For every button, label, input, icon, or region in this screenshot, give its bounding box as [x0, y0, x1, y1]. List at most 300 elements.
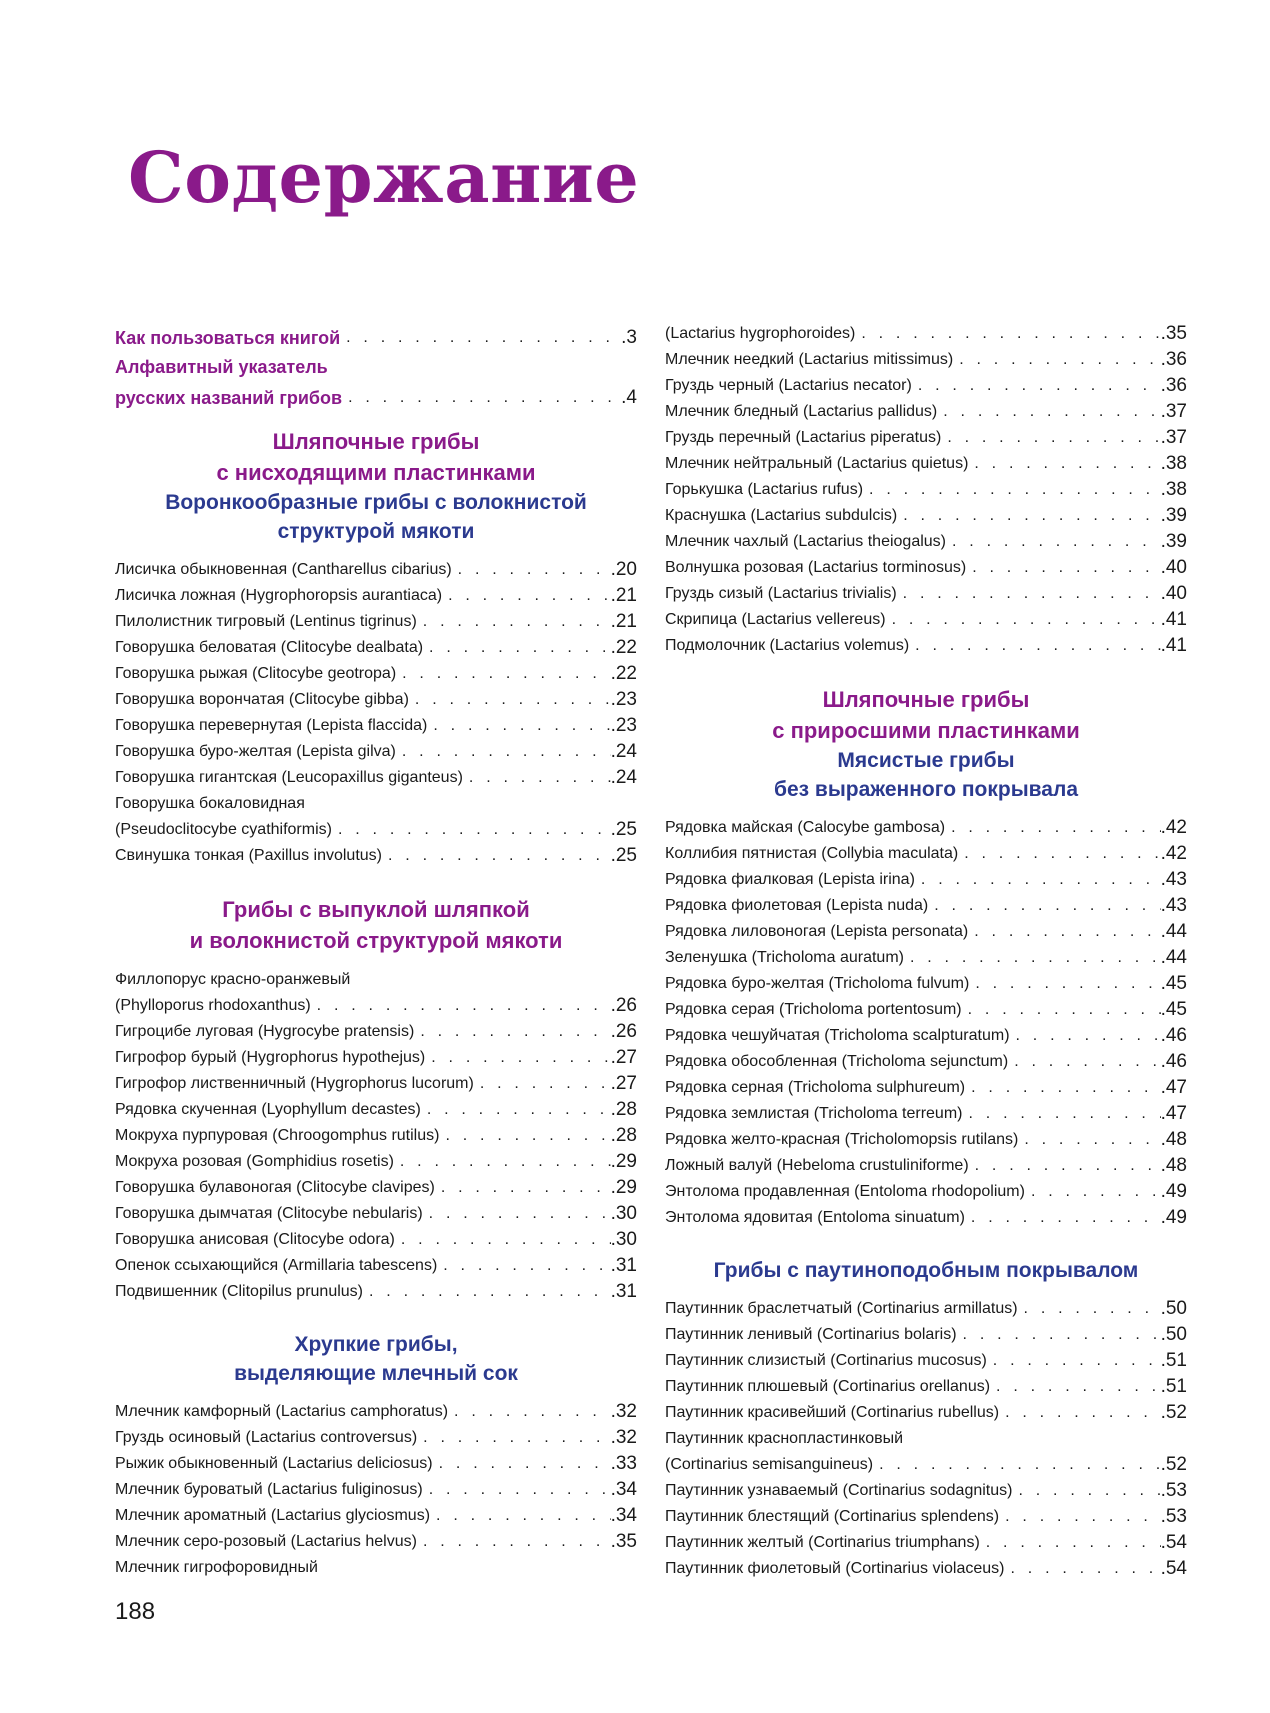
subsection-heading: Воронкообразные грибы с волокнистой — [165, 491, 587, 514]
toc-entry-label: русских названий грибов — [115, 388, 343, 408]
toc-right-column — [665, 318, 1187, 1579]
toc-entry[interactable] — [665, 1553, 1187, 1579]
toc-entry-line[interactable] — [115, 1552, 637, 1578]
leader-dots — [903, 506, 1160, 526]
toc-entry[interactable] — [115, 318, 637, 348]
toc-entry-label: (Phylloporus rhodoxanthus) — [115, 997, 311, 1014]
toc-entry-label: Говорушка гигантская (Leucopaxillus giganteus) — [115, 769, 463, 786]
toc-entry[interactable] — [665, 942, 1187, 968]
toc-entry-label: Пилолистник тигровый (Lentinus tigrinus) — [115, 613, 417, 630]
leader-dots — [975, 974, 1160, 994]
toc-entry-label: Паутинник краснопластинковый — [665, 1430, 904, 1447]
leader-dots — [861, 324, 1160, 344]
toc-entry[interactable] — [665, 1397, 1187, 1423]
leader-dots — [915, 636, 1160, 656]
toc-entry-label: Паутинник узнаваемый (Cortinarius sodagnitus) — [665, 1482, 1013, 1499]
toc-entry-label: Волнушка розовая (Lactarius torminosus) — [665, 559, 967, 576]
toc-entry-label: Груздь сизый (Lactarius trivialis) — [665, 585, 897, 602]
toc-entry-label: Рядовка фиалковая (Lepista irina) — [665, 871, 915, 888]
toc-entry-page: .48 — [1160, 1155, 1187, 1176]
toc-entry[interactable] — [115, 580, 637, 606]
toc-entry-page: .48 — [1160, 1129, 1187, 1150]
leader-dots — [968, 1000, 1161, 1020]
toc-entry[interactable] — [115, 1500, 637, 1526]
toc-entry-page: .30 — [610, 1203, 637, 1224]
toc-entry-label: Гигроцибе луговая (Hygrocybe pratensis) — [115, 1023, 415, 1040]
toc-entry[interactable] — [115, 1172, 637, 1198]
toc-entry-page: .53 — [1160, 1506, 1187, 1527]
toc-entry-label: Говорушка буро-желтая (Lepista gilva) — [115, 743, 396, 760]
toc-entry[interactable] — [115, 1120, 637, 1146]
toc-entry-label: Как пользоваться книгой — [115, 328, 341, 348]
toc-entry-page: .31 — [610, 1255, 637, 1276]
leader-dots — [974, 454, 1160, 474]
toc-entry-page: .23 — [610, 715, 637, 736]
toc-entry-label: Подвишенник (Clitopilus prunulus) — [115, 1283, 363, 1300]
toc-entry-page: .22 — [610, 663, 637, 684]
toc-entry[interactable] — [665, 318, 1187, 344]
toc-entry-page: .41 — [1160, 635, 1187, 656]
toc-entry-label: Подмолочник (Lactarius volemus) — [665, 637, 910, 654]
toc-entry-label: Груздь перечный (Lactarius piperatus) — [665, 429, 942, 446]
toc-entry-page: .40 — [1160, 583, 1187, 604]
toc-entry-line[interactable] — [115, 964, 637, 990]
toc-entry-page: .28 — [610, 1099, 637, 1120]
leader-dots — [879, 1455, 1160, 1475]
toc-entry-label: Паутинник слизистый (Cortinarius mucosus) — [665, 1352, 987, 1369]
toc-entry-page: .50 — [1160, 1324, 1187, 1345]
toc-entry[interactable] — [115, 1224, 637, 1250]
toc-entry-label: Млечник камфорный (Lactarius camphoratus) — [115, 1403, 449, 1420]
subsection-heading: структурой мякоти — [277, 520, 475, 543]
toc-entry[interactable] — [115, 840, 637, 866]
toc-entry-page: .41 — [1160, 609, 1187, 630]
toc-entry[interactable] — [115, 1276, 637, 1302]
page-title: Содержание — [128, 136, 640, 219]
toc-entry-page: .51 — [1160, 1376, 1187, 1397]
toc-entry-label: Алфавитный указатель — [115, 357, 328, 377]
leader-dots — [951, 818, 1161, 838]
leader-dots — [963, 1325, 1161, 1345]
toc-entry[interactable] — [115, 554, 637, 580]
toc-entry-label: Млечник серо-розовый (Lactarius helvus) — [115, 1533, 417, 1550]
leader-dots — [1014, 1052, 1160, 1072]
leader-dots — [402, 664, 610, 684]
subsection-heading: Грибы с паутиноподобным покрывалом — [713, 1259, 1139, 1282]
leader-dots — [947, 428, 1160, 448]
leader-dots — [369, 1282, 611, 1302]
toc-list — [115, 1016, 637, 1302]
leader-dots — [480, 1074, 611, 1094]
toc-list — [665, 1293, 1187, 1423]
toc-entry-page: .46 — [1160, 1025, 1187, 1046]
toc-entry[interactable] — [115, 1474, 637, 1500]
toc-entry[interactable] — [665, 1020, 1187, 1046]
leader-dots — [429, 1480, 611, 1500]
toc-entry-label: Говорушка бокаловидная — [115, 795, 305, 812]
toc-entry-label: Мокруха пурпуровая (Chroogomphus rutilus) — [115, 1127, 440, 1144]
toc-entry-page: .21 — [610, 585, 637, 606]
toc-entry-line[interactable] — [115, 348, 637, 378]
toc-entry-page: .24 — [610, 741, 637, 762]
toc-entry[interactable] — [115, 710, 637, 736]
section-heading: Грибы с выпуклой шляпкой — [222, 897, 530, 922]
leader-dots — [400, 1152, 611, 1172]
toc-entry-page: .4 — [621, 387, 637, 408]
leader-dots — [869, 480, 1161, 500]
toc-entry-label: Ложный валуй (Hebeloma crustuliniforme) — [665, 1157, 969, 1174]
toc-entry-page: .24 — [610, 767, 637, 788]
toc-entry[interactable] — [115, 1250, 637, 1276]
leader-dots — [427, 1100, 611, 1120]
leader-dots — [1005, 1403, 1161, 1423]
toc-entry-page: .34 — [610, 1479, 637, 1500]
leader-dots — [1010, 1559, 1160, 1579]
toc-entry[interactable] — [665, 344, 1187, 370]
toc-entry-page: .54 — [1160, 1532, 1187, 1553]
leader-dots — [458, 560, 611, 580]
leader-dots — [971, 1208, 1161, 1228]
toc-entry-page: .25 — [610, 845, 637, 866]
toc-entry-label: Скрипица (Lactarius vellereus) — [665, 611, 886, 628]
toc-entry[interactable] — [115, 814, 637, 840]
toc-entry-page: .3 — [621, 327, 637, 348]
toc-entry-page: .37 — [1160, 427, 1187, 448]
section-heading: с нисходящими пластинками — [216, 460, 536, 485]
toc-entry-page: .26 — [610, 995, 637, 1016]
section-heading: с приросшими пластинками — [772, 718, 1080, 743]
toc-entry-label: Груздь осиновый (Lactarius controversus) — [115, 1429, 418, 1446]
leader-dots — [420, 1022, 610, 1042]
toc-entry-page: .28 — [610, 1125, 637, 1146]
toc-entry-label: Рядовка желто-красная (Tricholomopsis rutilans) — [665, 1131, 1019, 1148]
toc-entry[interactable] — [665, 1124, 1187, 1150]
leader-dots — [445, 1126, 610, 1146]
toc-entry[interactable] — [115, 1198, 637, 1224]
toc-entry-page: .29 — [610, 1151, 637, 1172]
toc-entry-label: Рыжик обыкновенный (Lactarius deliciosus) — [115, 1455, 433, 1472]
leader-dots — [974, 922, 1160, 942]
leader-dots — [1016, 1026, 1161, 1046]
toc-entry-label: Рядовка землистая (Tricholoma terreum) — [665, 1105, 963, 1122]
leader-dots — [975, 1156, 1161, 1176]
leader-dots — [918, 376, 1161, 396]
toc-entry-page: .38 — [1160, 479, 1187, 500]
leader-dots — [964, 844, 1160, 864]
toc-entry[interactable] — [665, 1098, 1187, 1124]
toc-entry[interactable] — [115, 658, 637, 684]
toc-entry-page: .52 — [1160, 1454, 1187, 1475]
leader-dots — [454, 1402, 611, 1422]
leader-dots — [959, 350, 1160, 370]
toc-entry[interactable] — [665, 1319, 1187, 1345]
toc-entry[interactable] — [115, 762, 637, 788]
toc-entry[interactable] — [115, 684, 637, 710]
toc-entry-page: .46 — [1160, 1051, 1187, 1072]
toc-entry-label: Груздь черный (Lactarius necator) — [665, 377, 912, 394]
toc-entry[interactable] — [115, 1448, 637, 1474]
toc-entry[interactable] — [665, 552, 1187, 578]
subsection-heading: Хрупкие грибы, — [294, 1333, 458, 1356]
toc-entry-label: Паутинник фиолетовый (Cortinarius violaceus) — [665, 1560, 1005, 1577]
toc-entry[interactable] — [115, 1094, 637, 1120]
toc-entry-label: Горькушка (Lactarius rufus) — [665, 481, 864, 498]
toc-entry-page: .20 — [610, 559, 637, 580]
toc-entry-label: Говорушка анисовая (Clitocybe odora) — [115, 1231, 395, 1248]
leader-dots — [1018, 1481, 1160, 1501]
toc-entry[interactable] — [665, 838, 1187, 864]
leader-dots — [934, 896, 1160, 916]
leader-dots — [910, 948, 1161, 968]
toc-entry[interactable] — [665, 1202, 1187, 1228]
toc-entry[interactable] — [665, 500, 1187, 526]
toc-entry-label: Рядовка фиолетовая (Lepista nuda) — [665, 897, 929, 914]
leader-dots — [448, 586, 611, 606]
leader-dots — [892, 610, 1161, 630]
toc-entry-label: Паутинник ленивый (Cortinarius bolaris) — [665, 1326, 957, 1343]
toc-entry-page: .38 — [1160, 453, 1187, 474]
subsection-heading: выделяющие млечный сок — [234, 1362, 518, 1385]
toc-entry[interactable] — [115, 990, 637, 1016]
leader-dots — [903, 584, 1161, 604]
leader-dots — [1024, 1130, 1160, 1150]
toc-entry-label: Рядовка майская (Calocybe gambosa) — [665, 819, 946, 836]
subsection-heading: без выраженного покрывала — [773, 778, 1078, 801]
toc-entry-page: .40 — [1160, 557, 1187, 578]
toc-list — [665, 812, 1187, 1228]
leader-dots — [996, 1377, 1161, 1397]
toc-entry[interactable] — [115, 1396, 637, 1422]
toc-entry[interactable] — [665, 1449, 1187, 1475]
toc-entry-page: .37 — [1160, 401, 1187, 422]
toc-left-column — [115, 318, 637, 1578]
toc-entry-page: .39 — [1160, 531, 1187, 552]
toc-entry-label: Паутинник красивейший (Cortinarius rubellus) — [665, 1404, 1000, 1421]
toc-entry-page: .23 — [610, 689, 637, 710]
toc-entry-label: Рядовка серая (Tricholoma portentosum) — [665, 1001, 962, 1018]
toc-entry-label: Млечник ароматный (Lactarius glyciosmus) — [115, 1507, 431, 1524]
toc-entry-page: .45 — [1160, 999, 1187, 1020]
toc-entry-page: .22 — [610, 637, 637, 658]
toc-entry[interactable] — [115, 606, 637, 632]
toc-entry-line[interactable] — [665, 1423, 1187, 1449]
toc-entry-page: .43 — [1160, 869, 1187, 890]
toc-entry-page: .35 — [1160, 323, 1187, 344]
leader-dots — [436, 1506, 611, 1526]
toc-entry-label: Паутинник желтый (Cortinarius triumphans) — [665, 1534, 980, 1551]
toc-entry-label: Зеленушка (Tricholoma auratum) — [665, 949, 904, 966]
toc-entry-page: .49 — [1160, 1181, 1187, 1202]
toc-entry[interactable] — [665, 890, 1187, 916]
leader-dots — [338, 820, 611, 840]
toc-entry[interactable] — [665, 1176, 1187, 1202]
toc-entry-page: .33 — [610, 1453, 637, 1474]
leader-dots — [431, 1048, 610, 1068]
toc-entry-label: Говорушка перевернутая (Lepista flaccida) — [115, 717, 428, 734]
toc-entry-page: .54 — [1160, 1558, 1187, 1579]
leader-dots — [952, 532, 1161, 552]
toc-entry-page: .27 — [610, 1073, 637, 1094]
toc-entry[interactable] — [665, 1527, 1187, 1553]
toc-entry-label: Краснушка (Lactarius subdulcis) — [665, 507, 898, 524]
toc-entry-label: Говорушка ворончатая (Clitocybe gibba) — [115, 691, 409, 708]
leader-dots — [415, 690, 611, 710]
toc-entry-page: .21 — [610, 611, 637, 632]
leader-dots — [1005, 1507, 1160, 1527]
toc-entry[interactable] — [665, 1501, 1187, 1527]
toc-entry-label: Свинушка тонкая (Paxillus involutus) — [115, 847, 382, 864]
leader-dots — [1031, 1182, 1161, 1202]
toc-entry[interactable] — [115, 1042, 637, 1068]
toc-entry[interactable] — [115, 378, 637, 408]
toc-entry-label: Гигрофор бурый (Hygrophorus hypothejus) — [115, 1049, 426, 1066]
leader-dots — [921, 870, 1161, 890]
toc-entry-page: .32 — [610, 1401, 637, 1422]
leader-dots — [986, 1533, 1161, 1553]
toc-entry-label: Мокруха розовая (Gomphidius rosetis) — [115, 1153, 394, 1170]
toc-entry[interactable] — [115, 1422, 637, 1448]
section-heading: и волокнистой структурой мякоти — [189, 928, 563, 953]
toc-entry[interactable] — [665, 1345, 1187, 1371]
toc-entry-label: Рядовка чешуйчатая (Tricholoma scalpturatum) — [665, 1027, 1010, 1044]
toc-entry-label: Лисичка ложная (Hygrophoropsis aurantiaca) — [115, 587, 443, 604]
toc-entry-page: .51 — [1160, 1350, 1187, 1371]
toc-entry-label: Млечник гигрофоровидный — [115, 1559, 318, 1576]
leader-dots — [1024, 1299, 1161, 1319]
toc-entry-label: Опенок ссыхающийся (Armillaria tabescens) — [115, 1257, 438, 1274]
toc-entry-page: .31 — [610, 1281, 637, 1302]
toc-entry[interactable] — [665, 1371, 1187, 1397]
toc-entry-page: .25 — [610, 819, 637, 840]
toc-entry[interactable] — [665, 604, 1187, 630]
toc-entry[interactable] — [115, 1146, 637, 1172]
leader-dots — [401, 1230, 611, 1250]
section-heading: Шляпочные грибы — [272, 429, 480, 454]
section-heading: Шляпочные грибы — [822, 687, 1030, 712]
toc-entry[interactable] — [665, 578, 1187, 604]
toc-entry-page: .36 — [1160, 349, 1187, 370]
toc-entry-label: Говорушка дымчатая (Clitocybe nebularis) — [115, 1205, 423, 1222]
toc-entry-label: Паутинник браслетчатый (Cortinarius armillatus) — [665, 1300, 1018, 1317]
toc-entry-label: (Pseudoclitocybe cyathiformis) — [115, 821, 332, 838]
toc-entry-label: Млечник неедкий (Lactarius mitissimus) — [665, 351, 954, 368]
leader-dots — [423, 612, 611, 632]
toc-entry[interactable] — [115, 1526, 637, 1552]
leader-dots — [469, 768, 611, 788]
toc-entry-page: .45 — [1160, 973, 1187, 994]
toc-entry-page: .34 — [610, 1505, 637, 1526]
toc-entry-label: Гигрофор лиственничный (Hygrophorus lucorum) — [115, 1075, 474, 1092]
leader-dots — [348, 388, 621, 408]
toc-entry[interactable] — [665, 1150, 1187, 1176]
toc-entry-label: Энтолома ядовитая (Entoloma sinuatum) — [665, 1209, 965, 1226]
leader-dots — [429, 1204, 611, 1224]
toc-entry[interactable] — [665, 968, 1187, 994]
toc-entry[interactable] — [665, 526, 1187, 552]
leader-dots — [388, 846, 611, 866]
toc-entry[interactable] — [115, 632, 637, 658]
toc-entry-label: Коллибия пятнистая (Collybia maculata) — [665, 845, 959, 862]
toc-entry-page: .29 — [610, 1177, 637, 1198]
toc-entry-page: .47 — [1160, 1077, 1187, 1098]
leader-dots — [443, 1256, 610, 1276]
toc-entry[interactable] — [665, 1293, 1187, 1319]
toc-list — [115, 554, 637, 788]
toc-entry-page: .53 — [1160, 1480, 1187, 1501]
toc-entry[interactable] — [665, 1072, 1187, 1098]
toc-entry-label: Рядовка буро-желтая (Tricholoma fulvum) — [665, 975, 970, 992]
toc-entry-page: .44 — [1160, 947, 1187, 968]
leader-dots — [402, 742, 611, 762]
toc-entry-label: Энтолома продавленная (Entoloma rhodopolium) — [665, 1183, 1025, 1200]
toc-entry-page: .43 — [1160, 895, 1187, 916]
toc-entry-page: .44 — [1160, 921, 1187, 942]
toc-entry[interactable] — [665, 396, 1187, 422]
toc-entry-page: .36 — [1160, 375, 1187, 396]
toc-entry[interactable] — [665, 370, 1187, 396]
toc-entry-page: .26 — [610, 1021, 637, 1042]
toc-entry-page: .49 — [1160, 1207, 1187, 1228]
toc-list — [665, 1475, 1187, 1579]
toc-entry[interactable] — [665, 474, 1187, 500]
toc-intro — [115, 318, 637, 408]
toc-entry-label: Млечник бледный (Lactarius pallidus) — [665, 403, 938, 420]
toc-entry[interactable] — [665, 916, 1187, 942]
toc-list — [115, 1396, 637, 1552]
toc-entry-line[interactable] — [115, 788, 637, 814]
toc-entry-label: Лисичка обыкновенная (Cantharellus cibarius) — [115, 561, 452, 578]
toc-entry-page: .32 — [610, 1427, 637, 1448]
toc-entry-page: .39 — [1160, 505, 1187, 526]
toc-entry-page: .42 — [1160, 843, 1187, 864]
toc-entry[interactable] — [665, 1475, 1187, 1501]
leader-dots — [993, 1351, 1161, 1371]
toc-entry-page: .27 — [610, 1047, 637, 1068]
toc-entry-label: Говорушка булавоногая (Clitocybe clavipes) — [115, 1179, 435, 1196]
toc-entry-label: Филлопорус красно-оранжевый — [115, 971, 351, 988]
toc-entry[interactable] — [115, 1068, 637, 1094]
toc-entry[interactable] — [665, 812, 1187, 838]
toc-entry-label: Млечник чахлый (Lactarius theiogalus) — [665, 533, 947, 550]
toc-entry-page: .42 — [1160, 817, 1187, 838]
page-number: 188 — [115, 1598, 156, 1625]
toc-list — [665, 344, 1187, 656]
toc-entry-label: Рядовка обособленная (Tricholoma sejunctum) — [665, 1053, 1009, 1070]
toc-entry[interactable] — [115, 736, 637, 762]
toc-entry-page: .52 — [1160, 1402, 1187, 1423]
toc-entry-page: .47 — [1160, 1103, 1187, 1124]
leader-dots — [423, 1428, 610, 1448]
toc-entry[interactable] — [115, 1016, 637, 1042]
toc-entry[interactable] — [665, 630, 1187, 656]
toc-entry[interactable] — [665, 448, 1187, 474]
toc-entry-label: Рядовка скученная (Lyophyllum decastes) — [115, 1101, 421, 1118]
leader-dots — [423, 1532, 611, 1552]
toc-entry-page: .50 — [1160, 1298, 1187, 1319]
leader-dots — [346, 328, 621, 348]
toc-entry-page: .30 — [610, 1229, 637, 1250]
leader-dots — [433, 716, 610, 736]
toc-entry-label: Млечник нейтральный (Lactarius quietus) — [665, 455, 969, 472]
leader-dots — [429, 638, 611, 658]
toc-entry[interactable] — [665, 994, 1187, 1020]
leader-dots — [441, 1178, 611, 1198]
toc-entry[interactable] — [665, 864, 1187, 890]
toc-entry-label: (Lactarius hygrophoroides) — [665, 325, 856, 342]
toc-entry-page: .35 — [610, 1531, 637, 1552]
toc-entry[interactable] — [665, 1046, 1187, 1072]
toc-entry[interactable] — [665, 422, 1187, 448]
